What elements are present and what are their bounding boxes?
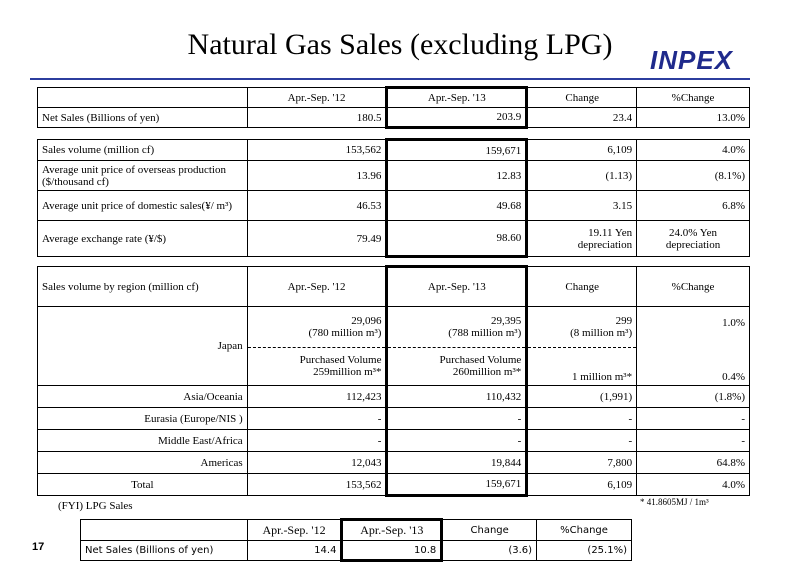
japan-pct-value: 1.0% <box>722 317 745 329</box>
row-label: Asia/Oceania <box>38 386 248 408</box>
cell-v12: 79.49 <box>247 221 387 257</box>
row-label: Net Sales (Billions of yen) <box>38 108 248 128</box>
cell-v13: 159,671 <box>387 474 527 496</box>
table-row <box>38 430 750 452</box>
cell-pct: 24.0% Yen depreciation <box>637 221 750 257</box>
cell-pct: 6.8% <box>637 191 750 221</box>
japan-v12-sub: (780 million m³) <box>308 326 382 339</box>
fyi-label: (FYI) LPG Sales <box>58 500 133 512</box>
japan-change-value: 299 <box>615 314 633 327</box>
table-row <box>38 408 750 430</box>
cell-v13: 10.8 <box>342 541 442 561</box>
title-rule <box>30 78 750 80</box>
cell-change: - <box>527 408 637 430</box>
region-table <box>37 265 750 497</box>
header-blank <box>81 520 248 541</box>
table-row <box>38 452 750 474</box>
cell-pct: 13.0% <box>637 108 750 128</box>
japan-pchange: 1 million m³* <box>527 347 637 385</box>
header-change: Change <box>527 88 637 108</box>
japan-p13-label: Purchased Volume <box>439 354 522 367</box>
cell-v12: 13.96 <box>247 161 387 191</box>
lpg-sales-table <box>80 518 632 562</box>
header-apr-sep-12: Apr.-Sep. '12 <box>247 267 387 307</box>
cell-pct: - <box>637 430 750 452</box>
cell-v12: 153,562 <box>247 140 387 161</box>
cell-change: - <box>527 430 637 452</box>
cell-change: 6,109 <box>527 474 637 496</box>
table-row <box>38 140 750 161</box>
header-change: Change <box>442 520 537 541</box>
cell-pct: (25.1%) <box>537 541 632 561</box>
table-row <box>38 191 750 221</box>
cell-v13: 12.83 <box>387 161 527 191</box>
cell-pct: 4.0% <box>637 474 750 496</box>
cell-change: 23.4 <box>527 108 637 128</box>
cell-v13: 19,844 <box>387 452 527 474</box>
cell-v12: 46.53 <box>247 191 387 221</box>
cell-v12: - <box>247 430 387 452</box>
cell-pct: (8.1%) <box>637 161 750 191</box>
cell-change: 19.11 Yen depreciation <box>527 221 637 257</box>
japan-p12-value: 259million m³* <box>313 366 382 379</box>
cell-change: (1.13) <box>527 161 637 191</box>
page-title: Natural Gas Sales (excluding LPG) <box>187 28 613 61</box>
cell-pct: 4.0% <box>637 140 750 161</box>
japan-change <box>527 307 637 348</box>
cell-v12: 14.4 <box>247 541 342 561</box>
region-header-label: Sales volume by region (million cf) <box>38 267 248 307</box>
cell-v12: 112,423 <box>247 386 387 408</box>
cell-v12: 180.5 <box>247 108 387 128</box>
cell-v13: 110,432 <box>387 386 527 408</box>
volume-price-table <box>37 138 750 258</box>
japan-p12-label: Purchased Volume <box>299 354 382 367</box>
total-row <box>38 474 750 496</box>
net-sales-table <box>37 86 750 129</box>
page-number: 17 <box>32 541 45 553</box>
table-row <box>38 161 750 191</box>
header-apr-sep-12: Apr.-Sep. '12 <box>247 520 342 541</box>
row-label: Middle East/Africa <box>38 430 248 452</box>
japan-v13-sub: (788 million m³) <box>448 326 522 339</box>
table-row <box>38 108 750 128</box>
header-apr-sep-13: Apr.-Sep. '13 <box>387 267 527 307</box>
row-label: Average unit price of overseas production ($/thousand cf) <box>38 161 248 191</box>
cell-v13: - <box>387 430 527 452</box>
header-pct-change: %Change <box>637 88 750 108</box>
cell-v13: - <box>387 408 527 430</box>
table-row <box>81 541 632 561</box>
row-label: Average exchange rate (¥/$) <box>38 221 248 257</box>
header-blank <box>38 88 248 108</box>
header-pct-change: %Change <box>537 520 632 541</box>
header-change: Change <box>527 267 637 307</box>
cell-change: (1,991) <box>527 386 637 408</box>
cell-v12: 153,562 <box>247 474 387 496</box>
japan-label: Japan <box>38 307 248 386</box>
japan-row <box>38 307 750 348</box>
row-label: Sales volume (million cf) <box>38 140 248 161</box>
japan-p13 <box>387 347 527 385</box>
cell-pct: - <box>637 408 750 430</box>
cell-v12: - <box>247 408 387 430</box>
row-label: Eurasia (Europe/NIS ) <box>38 408 248 430</box>
japan-v13 <box>387 307 527 348</box>
row-label: Total <box>38 474 248 496</box>
cell-change: 7,800 <box>527 452 637 474</box>
header-apr-sep-13: Apr.-Sep. '13 <box>342 520 442 541</box>
japan-ppct-value: 0.4% <box>722 371 745 383</box>
cell-v13: 98.60 <box>387 221 527 257</box>
japan-v13-value: 29,395 <box>491 314 522 327</box>
cell-pct: 64.8% <box>637 452 750 474</box>
cell-change: 3.15 <box>527 191 637 221</box>
header-apr-sep-12: Apr.-Sep. '12 <box>247 88 387 108</box>
header-apr-sep-13: Apr.-Sep. '13 <box>387 88 527 108</box>
cell-v13: 49.68 <box>387 191 527 221</box>
table-row <box>38 221 750 257</box>
japan-v12-value: 29,096 <box>351 314 382 327</box>
japan-pct <box>637 307 750 386</box>
row-label: Average unit price of domestic sales(¥/ m³) <box>38 191 248 221</box>
cell-v13: 159,671 <box>387 140 527 161</box>
inpex-logo: INPEX <box>650 45 734 75</box>
cell-change: 6,109 <box>527 140 637 161</box>
japan-change-sub: (8 million m³) <box>570 326 633 339</box>
cell-v12: 12,043 <box>247 452 387 474</box>
japan-p12 <box>247 347 387 385</box>
japan-p13-value: 260million m³* <box>452 366 522 379</box>
row-label: Americas <box>38 452 248 474</box>
cell-v13: 203.9 <box>387 108 527 128</box>
cell-pct: (1.8%) <box>637 386 750 408</box>
header-pct-change: %Change <box>637 267 750 307</box>
table-row <box>38 386 750 408</box>
footnote: * 41.8605MJ / 1m³ <box>640 497 709 507</box>
cell-change: (3.6) <box>442 541 537 561</box>
japan-v12 <box>247 307 387 348</box>
row-label: Net Sales (Billions of yen) <box>81 541 248 561</box>
